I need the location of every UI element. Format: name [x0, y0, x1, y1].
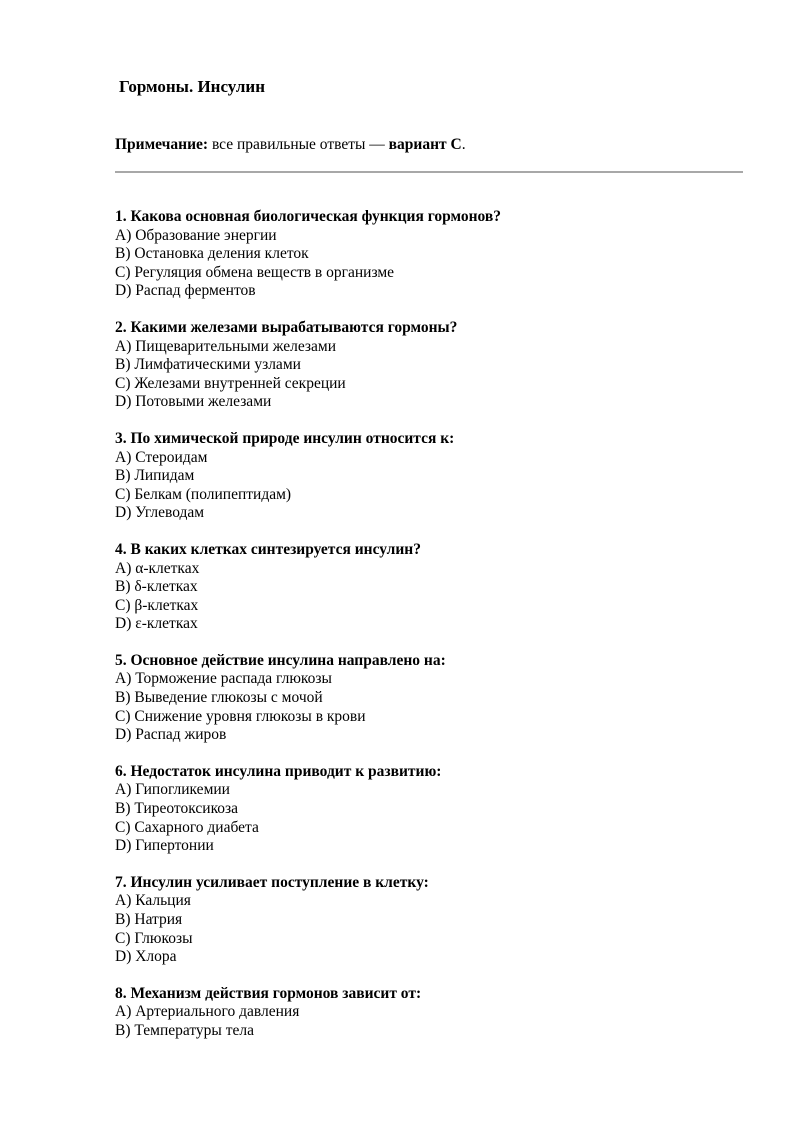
answer-option: A) α-клетках	[115, 559, 200, 577]
question-text: 1. Какова основная биологическая функция гормонов?	[115, 208, 502, 225]
note-label: Примечание:	[115, 136, 209, 153]
question-text: 8. Механизм действия гормонов зависит от:	[115, 984, 422, 1002]
answer-option: D) Распад ферментов	[115, 282, 256, 300]
answer-option: B) Тиреотоксикоза	[115, 800, 239, 818]
note-highlight: вариант С	[388, 136, 462, 153]
answer-option: A) Кальция	[115, 892, 191, 910]
question	[115, 874, 743, 967]
note-text: все правильные ответы —	[208, 136, 389, 153]
answer-option: A) Артериального давления	[115, 1003, 300, 1021]
answer-option: C) Регуляция обмена веществ в организме	[115, 263, 395, 281]
answer-option: C) Сахарного диабета	[115, 818, 259, 836]
question-text: 7. Инсулин усиливает поступление в клетку:	[115, 873, 429, 891]
question-text: 3. По химической природе инсулин относится к:	[115, 429, 455, 447]
note	[115, 135, 466, 155]
answer-option: A) Гипогликемии	[115, 781, 230, 799]
answer-option: C) Глюкозы	[115, 929, 193, 947]
answer-option: C) Белкам (полипептидам)	[115, 485, 292, 503]
answer-option: B) Натрия	[115, 911, 183, 928]
note-end: .	[461, 136, 466, 153]
answer-option: A) Торможение распада глюкозы	[115, 670, 332, 688]
question	[115, 208, 743, 301]
question	[115, 430, 743, 523]
answer-option: B) δ-клетках	[115, 578, 198, 596]
question-text: 6. Недостаток инсулина приводит к развитию:	[115, 762, 442, 780]
answer-option: B) Липидам	[115, 467, 195, 485]
answer-option: D) Гипертонии	[115, 837, 214, 855]
question	[115, 985, 743, 1041]
question	[115, 763, 743, 856]
question-list	[115, 208, 743, 1059]
answer-option: D) Углеводам	[115, 504, 205, 522]
page-title: Гормоны. Инсулин	[119, 77, 265, 96]
question	[115, 319, 743, 412]
answer-option: D) Распад жиров	[115, 726, 227, 744]
answer-option: D) ε-клетках	[115, 615, 198, 633]
answer-option: B) Остановка деления клеток	[115, 245, 309, 263]
answer-option: A) Стероидам	[115, 448, 208, 466]
question	[115, 541, 743, 634]
answer-option: B) Температуры тела	[115, 1021, 254, 1039]
question-text: 4. В каких клетках синтезируется инсулин?	[115, 540, 421, 558]
answer-option: D) Хлора	[115, 948, 177, 966]
question-text: 2. Какими железами вырабатываются гормоны?	[115, 318, 458, 336]
answer-option: C) Железами внутренней секреции	[115, 374, 346, 392]
answer-option: A) Образование энергии	[115, 226, 277, 244]
answer-option: A) Пищеварительными железами	[115, 337, 337, 355]
divider	[115, 171, 743, 173]
answer-option: D) Потовыми железами	[115, 393, 272, 411]
question	[115, 652, 743, 745]
answer-option: B) Лимфатическими узлами	[115, 356, 301, 374]
answer-option: C) Снижение уровня глюкозы в крови	[115, 707, 366, 725]
answer-option: C) β-клетках	[115, 596, 199, 614]
question-text: 5. Основное действие инсулина направлено на:	[115, 651, 446, 669]
answer-option: B) Выведение глюкозы с мочой	[115, 689, 323, 707]
